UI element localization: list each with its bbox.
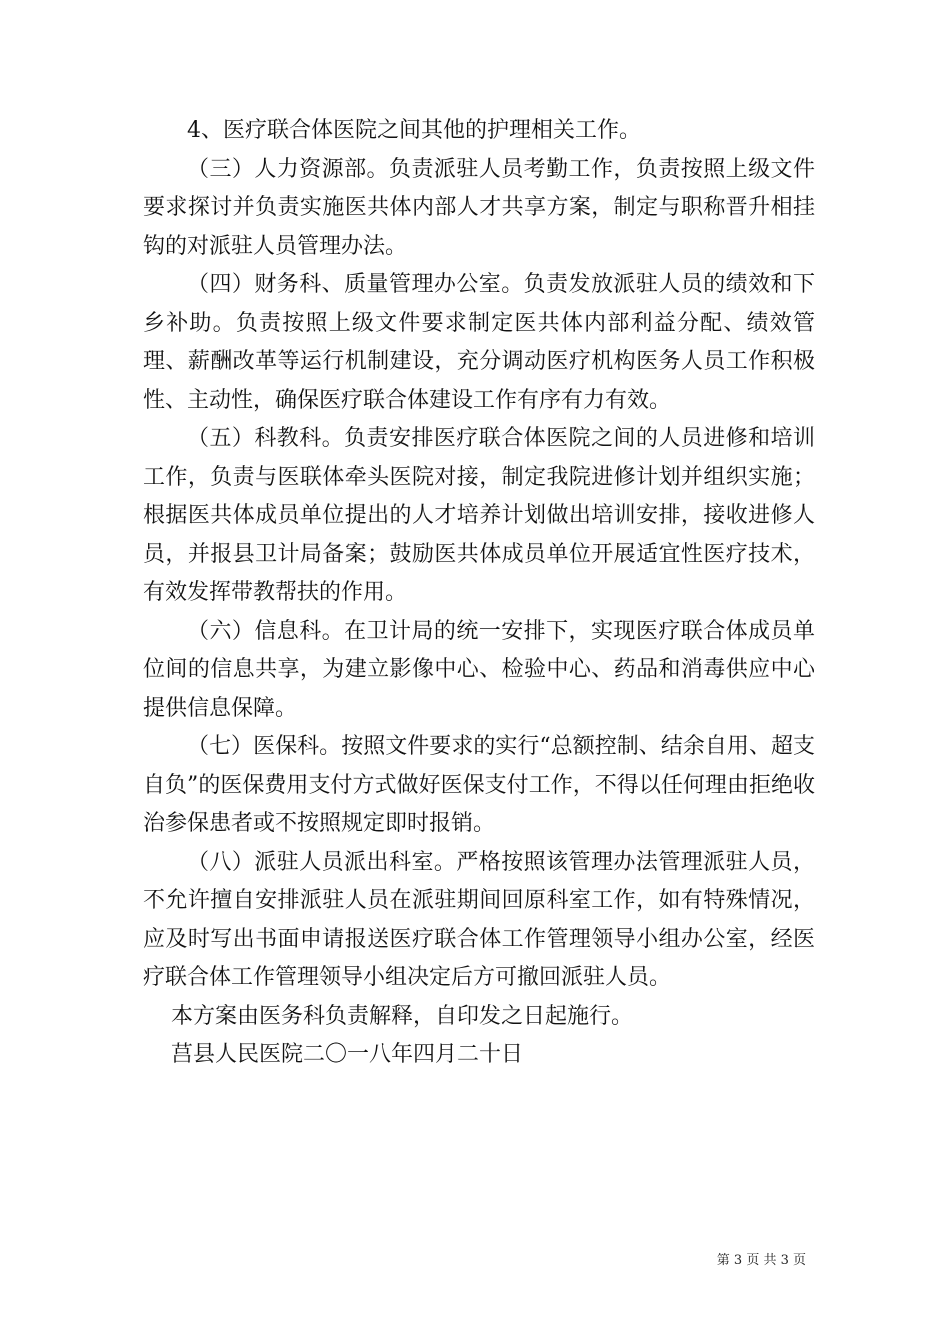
paragraph-nursing-item-4: 4、医疗联合体医院之间其他的护理相关工作。 <box>187 118 641 143</box>
signature-date: 莒县人民医院二〇一八年四月二十日 <box>171 1042 524 1067</box>
document-body <box>143 112 815 1075</box>
paragraph-science-education: （五）科教科。负责安排医疗联合体医院之间的人员进修和培训工作，负责与医联体牵头医院对接，制定我院进修计划并组织实施；根据医共体成员单位提出的人才培养计划做出培训安排，接收进修人员，并报县卫计局备案；鼓励医共体成员单位开展适宜性医疗技术，有效发挥带教帮扶的作用。 <box>143 426 815 605</box>
paragraph-medical-insurance: （七）医保科。按照文件要求的实行“总额控制、结余自用、超支自负”的医保费用支付方式做好医保支付工作，不得以任何理由拒绝收治参保患者或不按照规定即时报销。 <box>143 734 815 836</box>
paragraph-finance-quality-office: （四）财务科、质量管理办公室。负责发放派驻人员的绩效和下乡补助。负责按照上级文件要求制定医共体内部利益分配、绩效管理、薪酬改革等运行机制建设，充分调动医疗机构医务人员工作积极性、主动性，确保医疗联合体建设工作有序有力有效。 <box>143 272 815 413</box>
paragraph-hr-department: （三）人力资源部。负责派驻人员考勤工作，负责按照上级文件要求探讨并负责实施医共体内部人才共享方案，制定与职称晋升相挂钩的对派驻人员管理办法。 <box>143 156 815 259</box>
closing-statement: 本方案由医务科负责解释，自印发之日起施行。 <box>171 1003 634 1029</box>
paragraph-dispatching-departments: （八）派驻人员派出科室。严格按照该管理办法管理派驻人员，不允许擅自安排派驻人员在派驻期间回原科室工作，如有特殊情况，应及时写出书面申请报送医疗联合体工作管理领导小组办公室，经医疗联合体工作管理领导小组决定后方可撤回派驻人员。 <box>143 849 815 990</box>
paragraph-information-department: （六）信息科。在卫计局的统一安排下，实现医疗联合体成员单位间的信息共享，为建立影像中心、检验中心、药品和消毒供应中心提供信息保障。 <box>143 618 815 721</box>
page-number: 第 3 页 共 3 页 <box>716 1253 806 1268</box>
